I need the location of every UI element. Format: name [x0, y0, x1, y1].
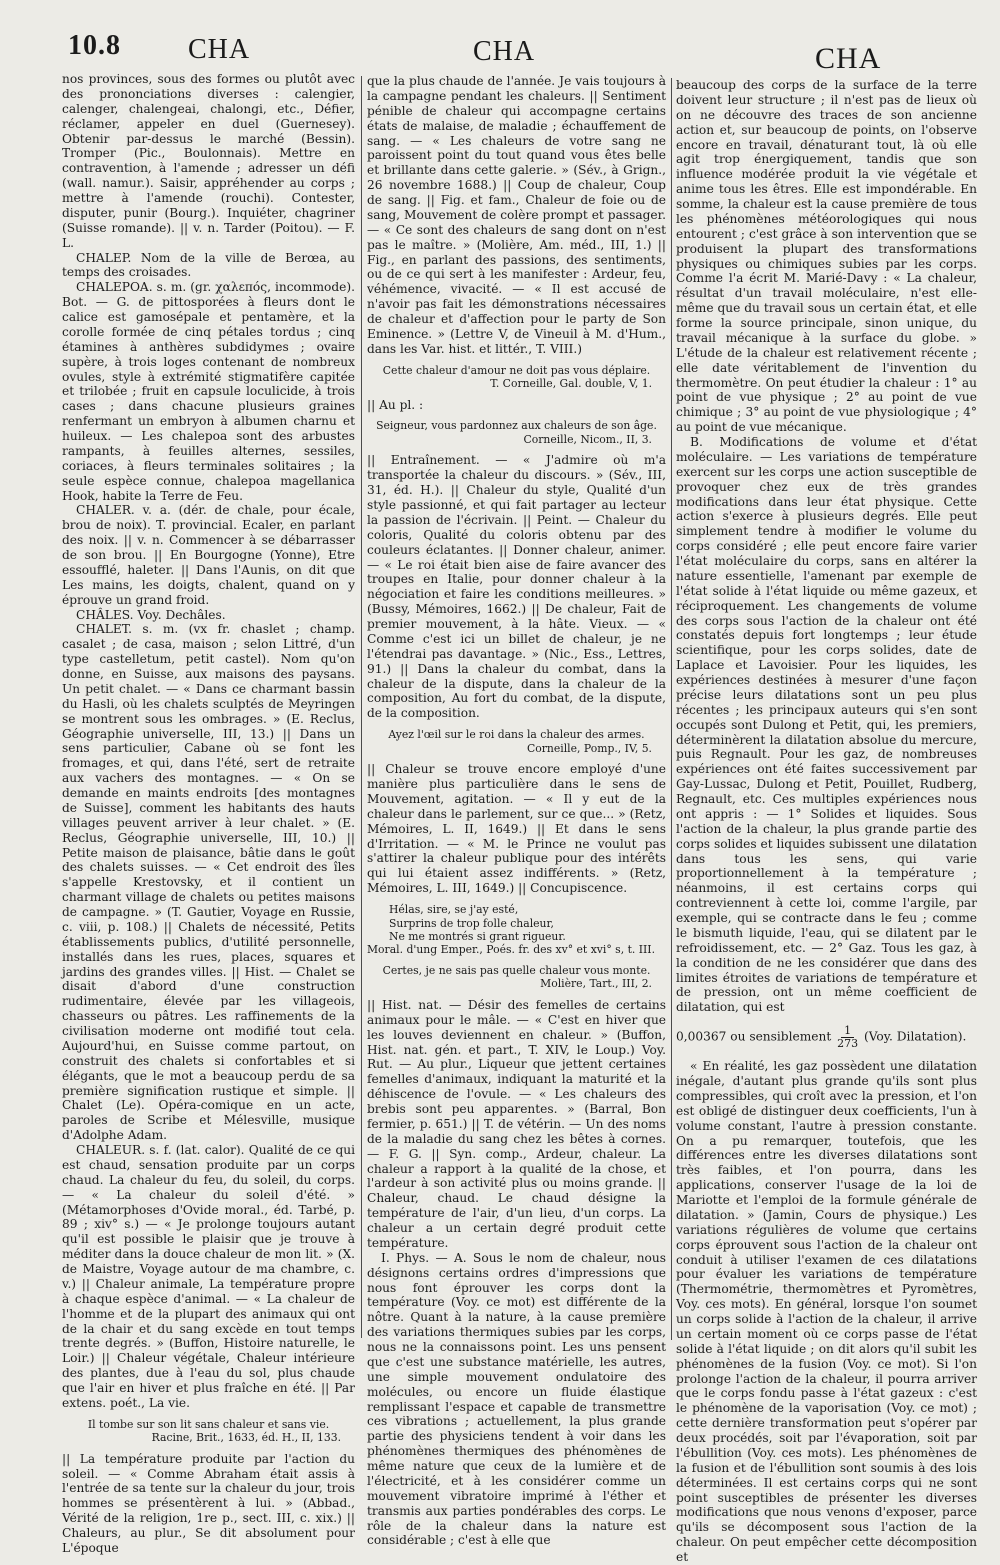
formula-text: (Voy. Dilatation). [863, 1029, 967, 1044]
quote-source: Moral. d'ung Emper., Poés. fr. des xv° et xvi° s, t. III. [367, 943, 656, 957]
fraction-numerator: 1 [841, 1025, 854, 1038]
quote-source: Molière, Tart., III, 2. [540, 977, 652, 991]
formula-text: 0,00367 ou sensiblement [676, 1029, 832, 1044]
fraction-denominator: 273 [837, 1036, 859, 1050]
paragraph: || Au pl. : [367, 397, 424, 412]
paragraph: B. Modifications de volume et d'état moléculaire. — Les variations de température exercent sur les corps une action susceptible de provoquer chez eux de très grandes modifications dans leur état physique. Cette action s'exerce à plusieurs degrés. Elle peut simplement tendre à modifier le volume du corps considéré ; elle peut encore faire varier l'état moléculaire du corps, sans en altérer la nature essentielle, l'amenant par exemple de l'état solide à l'état liquide ou même gazeux, et réciproquement. Les changements de volume des corps sous l'action de la chaleur ont été constatés depuis fort longtemps ; leur étude scientifique, pour les corps solides, date de Laplace et Lavoisier. Pour les liquides, les expériences destinées à mesurer d'une façon précise leurs dilatations sont un peu plus récentes ; les principaux auteurs qui s'en sont occupés sont Dulong et Petit, qui, les premiers, déterminèrent la dilatation absolue du mercure, puis Regnault. Pour les gaz, de nombreuses expériences ont été faites successivement par Gay-Lussac, Dulong et Petit, Pouillet, Rudberg, Regnault, etc. Ces multiples expériences nous ont appris : — 1° Solides et liquides. Sous l'action de la chaleur, la plus grande partie des corps solides et liquides subissent une dilatation dans tous les sens, qui varie proportionnellement à la température ; néanmoins, il est certains corps qui contreviennent à cette loi, comme l'argile, par exemple, qui se contracte dans le feu ; comme le bismuth liquide, l'eau, qui se dilatent par le refroidissement, etc. — 2° Gaz. Tous les gaz, à la condition de ne les considérer que dans des limites étroites de variations de température et de pression, ont un même coefficient de dilatation, qui est [676, 435, 977, 1015]
verse-line: Il tombe sur son lit sans chaleur et sans vie. [87, 1417, 330, 1431]
verse-line: Certes, je ne sais pas quelle chaleur vous monte. [382, 963, 651, 977]
column-divider [361, 76, 362, 1338]
running-head-left: CHA [188, 34, 251, 65]
quote-source: Racine, Brit., 1633, éd. H., II, 133. [151, 1431, 341, 1445]
paragraph: I. Phys. — A. Sous le nom de chaleur, nous désignons certains ordres d'impressions que nous font éprouver les corps dont la température (Voy. ce mot) est différente de la nôtre. Quant à la nature, à la cause première des variations thermiques subies par les corps, nous ne la connaissons point. Les uns pensent que c'est une substance matérielle, les autres, une simple mouvement ondulatoire des molécules, ou encore un fluide élastique remplissant l'espace et capable de transmettre ces vibrations ; actuellement, la plus grande partie des physiciens tendent à voir dans les phénomènes thermiques des phénomènes de même nature que ceux de la lumière et de l'électricité, et à les considérer comme un mouvement vibratoire imprimé à l'éther et transmis aux parties pondérables des corps. Le rôle de la chaleur dans la nature est considérable ; c'est à elle que [367, 1250, 666, 1548]
verse-quote [62, 1418, 355, 1445]
paragraph: || Entraînement. — « J'admire où m'a transportée la chaleur du discours. » (Sév., III, 31, éd. H.). || Chaleur du style, Qualité d'un style passionné, et qui fait partager au lecteur la passion de l'écrivain. || Peint. — Chaleur du coloris, Qualité du coloris obtenu par des couleurs éclatantes. || Donner chaleur, animer. — « Le roi était bien aise de faire avancer des troupes en Italie, pour donner chaleur à la négociation et faire les conditions meilleures. » (Bussy, Mémoires, 1662.) || De chaleur, Fait de premier mouvement, à la hâte. Vieux. — « Comme c'est ici un billet de chaleur, je ne l'étendrai pas davantage. » (Nic., Ess., Lettres, 91.) || Dans la chaleur du combat, dans la chaleur de la dispute, dans la chaleur de la composition, Au fort du combat, de la dispute, de la composition. [367, 453, 666, 721]
verse-quote [367, 728, 666, 755]
entry-chaleur: CHALEUR. s. f. (lat. calor). Qualité de ce qui est chaud, sensation produite par un corps chaud. La chaleur du feu, du soleil, du corps. — « La chaleur du soleil d'été. » (Métamorphoses d'Ovide moral., éd. Tarbé, p. 89 ; xiv° s.) — « Je prolonge toujours autant qu'il est possible le plaisir que je trouve à méditer dans la douce chaleur de mon lit. » (X. de Maistre, Voyage autour de ma chambre, c. v.) || Chaleur animale, La température propre à chaque espèce d'animal. — « La chaleur de l'homme et de la plupart des animaux qui ont de la chair et du sang excède en tout temps trente degrés. » (Buffon, Histoire naturelle, le Loir.) || Chaleur végétale, Chaleur intérieure des plantes, due à l'eau du sol, plus chaude que l'air en hiver et plus fraîche en été. || Par extens. poét., La vie. [62, 1143, 355, 1410]
paragraph: que la plus chaude de l'année. Je vais toujours à la campagne pendant les chaleurs. || Sentiment pénible de chaleur qui accompagne certains états de malaise, de maladie ; échauffement de sang. — « Les chaleurs de votre sang ne paroissent point du tout quand vous êtes belle et brillante dans cette galerie. » (Sév., à Grign., 26 novembre 1688.) || Coup de chaleur, Coup de sang. || Fig. et fam., Chaleur de foie ou de sang, Mouvement de colère prompt et passager. — « Ce sont des chaleurs de sang dont on n'est pas le maître. » (Molière, Am. méd., III, 1.) || Fig., en parlant des passions, des sentiments, ou de ce qui sert à les manifester : Ardeur, feu, véhémence, vivacité. — « Il est accusé de n'avoir pas fait les démonstrations nécessaires de chaleur et d'affection pour le party de Son Eminence. » (Lettre V, de Vineuil à M. d'Hum., dans les Var. hist. et littér., T. VIII.) [367, 74, 666, 356]
entry-chaler: CHALER. v. a. (dér. de chale, pour écale, brou de noix). T. provincial. Ecaler, en parlant des noix. || v. n. Commencer à se débarrasser de son brou. || En Bourgogne (Yonne), Etre essoufflé, haleter. || Dans l'Aunis, on dit que Les mains, les doigts, chalent, quand on y éprouve un grand froid. [62, 503, 355, 607]
dilatation-formula [676, 1025, 977, 1049]
verse-line: Seigneur, vous pardonnez aux chaleurs de son âge. [376, 419, 657, 433]
verse-line: Cette chaleur d'amour ne doit pas vous déplaire. [382, 363, 651, 377]
verse-quote [367, 364, 666, 391]
verse-line: Hélas, sire, se j'ay esté, [389, 903, 519, 917]
paragraph: nos provinces, sous des formes ou plutôt avec des prononciations diverses : calengier, calenger, chalengeai, chalongi, etc., Défier, réclamer, appeler en duel (Guernesey). Obtenir par-dessus le marché (Bessin). Tromper (Pic., Boulonnais). Mettre en contravention, à l'amende ; adresser un défi (wall. namur.). Saisir, appréhender au corps ; mettre à l'amende (rouchi). Contester, disputer, punir (Bourg.). Inquiéter, chagriner (Suisse romande). || v. n. Tarder (Poitou). — F. L. [62, 72, 355, 250]
verse-line: Surprins de trop folle chaleur, [389, 916, 554, 930]
paragraph: « En réalité, les gaz possèdent une dilatation inégale, d'autant plus grande qu'ils sont plus compressibles, qui croît avec la pression, et l'on est obligé de distinguer deux coefficients, l'un à volume constant, l'autre à pression constante. On a pu remarquer, toutefois, que les différences entre les diverses dilatations sont très faibles, et l'on pourra, dans les applications, conserver l'usage de la loi de Mariotte et l'emploi de la formule générale de dilatation. » (Jamin, Cours de physique.) Les variations régulières de volume que certains corps éprouvent sous l'action de la chaleur ont conduit à utiliser l'examen de ces dilatations pour évaluer les variations de température (Thermométrie, thermomètres et Pyromètres, Voy. ces mots). En général, lorsque l'on soumet un corps solide à l'action de la chaleur, il arrive un certain moment où ce corps passe de l'état solide à l'état liquide ; on dit alors qu'il subit les phénomènes de la fusion (Voy. ce mot). Si l'on prolonge l'action de la chaleur, il pourra arriver que le corps fondu passe à l'état gazeux : c'est le phénomène de la vaporisation (Voy. ce mot) ; cette dernière transformation peut s'opérer par deux procédés, soit par l'évaporation, soit par l'ébullition (Voy. ces mots). Les phénomènes de la fusion et de l'ébullition sont soumis à des lois déterminées. Il est certains corps qui ne sont point susceptibles de présenter les diverses modifications que nous venons d'exposer, parce qu'ils se décomposent sous l'action de la chaleur. On peut empêcher cette décomposition et [676, 1059, 977, 1565]
fraction [837, 1025, 858, 1049]
quote-source: T. Corneille, Gal. double, V, 1. [490, 377, 652, 391]
entry-chales: CHÂLES. Voy. Dechâles. [76, 607, 226, 622]
running-head-right: CHA [815, 42, 882, 75]
paragraph: || La température produite par l'action du soleil. — « Comme Abraham était assis à l'entrée de sa tente sur la chaleur du jour, trois hommes se présentèrent à lui. » (Abbad., Vérité de la religion, 1re p., sect. III, c. xix.) || Chaleurs, au plur., Se dit absolument pour L'époque [62, 1451, 355, 1555]
page-number: 10.8 [68, 30, 121, 61]
quote-source: Corneille, Pomp., IV, 5. [527, 741, 652, 755]
entry-chalet: CHALET. s. m. (vx fr. chaslet ; champ. casalet ; de casa, maison ; selon Littré, d'un type castelletum, petit castel). Nom qu'on donne, en Suisse, aux maisons des paysans. Un petit chalet. — « Dans ce charmant bassin du Hasli, où les chalets sculptés de Meyringen se montrent sous les ombrages. » (E. Reclus, Géographie universelle, III, 13.) || Dans un sens particulier, Cabane où se font les fromages, et qui, dans l'été, sert de retraite aux vachers des montagnes. — « On se demande en maints endroits [des montagnes de Suisse], comment les habitants des hauts villages peuvent arriver à leur chalet. » (E. Reclus, Géographie universelle, III, 10.) || Petite maison de plaisance, bâtie dans le goût des chalets suisses. — « Cet endroit des îles s'appelle Krestovsky, et il contient un charmant village de chalets ou petites maisons de campagne. » (T. Gautier, Voyage en Russie, c. viii, p. 108.) || Chalets de nécessité, Petits établissements publics, d'utilité personnelle, installés dans les rues, places, squares et jardins des grandes villes. || Hist. — Chalet se disait d'abord d'une construction rudimentaire, élevée par les villageois, chasseurs ou pâtres. Les raffinements de la civilisation moderne ont modifié tout cela. Aujourd'hui, en Suisse comme partout, on construit des chalets si confortables et si élégants, que le mot a beaucoup perdu de sa première signification rustique et simple. || Chalet (Le). Opéra-comique en un acte, paroles de Scribe et Mélesville, musique d'Adolphe Adam. [62, 622, 355, 1143]
paragraph: || Hist. nat. — Désir des femelles de certains animaux pour le mâle. — « C'est en hiver que les louves deviennent en chaleur. » (Buffon, Hist. nat. gén. et part., T. XIV, le Loup.) Voy. Rut. — Au plur., Liqueur que jettent certaines femelles d'animaux, indiquant la maturité et la déhiscence de l'ovule. — « Les chaleurs des brebis sont peu apparentes. » (Barral, Bon fermier, p. 651.) || T. de vétérin. — Un des noms de la maladie du sang chez les bêtes à cornes. — F. G. || Syn. comp., Ardeur, chaleur. La chaleur a rapport à la qualité de la chose, et l'ardeur à son activité plus ou moins grande. || Chaleur, chaud. Le chaud désigne la température de l'air, d'un lieu, d'un corps. La chaleur a un certain degré produit cette température. [367, 997, 666, 1250]
paragraph: beaucoup des corps de la surface de la terre doivent leur structure ; il n'est pas de lieux où on ne découvre des traces de son ancienne action et, sur beaucoup de points, on l'observe encore en travail, dénaturant tout, là où elle agit trop énergiquement, tandis que son influence modérée produit la vie végétale et anime tous les êtres. Elle est impondérable. En somme, la chaleur est la cause première de tous les phénomènes météorologiques qui nous entourent ; c'est grâce à son intervention que se produisent la plupart des transformations physiques ou chimiques subies par les corps. Comme l'a écrit M. Marié-Davy : « La chaleur, résultat d'un travail moléculaire, n'est elle-même que du travail sous un certain état, et elle forme la source principale, sinon unique, du travail mécanique à la surface du globe. » L'étude de la chaleur est relativement récente ; elle date véritablement de l'invention du thermomètre. On peut étudier la chaleur : 1° au point de vue physique ; 2° au point de vue chimique ; 3° au point de vue physiologique ; 4° au point de vue mécanique. [676, 78, 977, 435]
entry-chalep: CHALEP. Nom de la ville de Berœa, au temps des croisades. [62, 250, 355, 280]
text-column-2 [367, 74, 666, 1548]
verse-quote [367, 964, 666, 991]
verse-line: Ne me montrés si grant rigueur. [389, 930, 566, 943]
running-head-center: CHA [473, 36, 536, 67]
verse-line: Ayez l'œil sur le roi dans la chaleur des armes. [388, 728, 645, 742]
text-column-1 [62, 72, 355, 1555]
entry-chalepoa: CHALEPOA. s. m. (gr. χαλεπός, incommode). Bot. — G. de pittosporées à fleurs dont le calice est gamosépale et pentamère, et la corolle formée de cinq pétales tordus ; cinq étamines à anthères subdidymes ; ovaire supère, à trois loges contenant de nombreux ovules, style à extrémité stigmatifère capitée et trilobée ; fruit en capsule loculicide, à trois cases ; dans chacune plusieurs graines renfermant un embryon à albumen charnu et huileux. — Les chalepoa sont des arbustes rampants, à feuilles alternes, sessiles, coriaces, à fleurs terminales solitaires ; la seule espèce connue, chalepoa magellanica Hook, habite la Terre de Feu. [62, 280, 355, 503]
quote-source: Corneille, Nicom., II, 3. [523, 432, 652, 446]
paragraph: || Chaleur se trouve encore employé d'une manière plus particulière dans le sens de Mouvement, agitation. — « Il y eut de la chaleur dans le parlement, sur ce que... » (Retz, Mémoires, L. II, 1649.) || Et dans le sens d'Irritation. — « M. le Prince ne voulut pas s'attirer la chaleur publique pour des intérêts qui lui étaient assez indifférents. » (Retz, Mémoires, L. III, 1649.) || Concupiscence. [367, 762, 666, 896]
verse-quote [367, 419, 666, 446]
verse-quote [367, 903, 666, 957]
text-column-3 [676, 78, 977, 1565]
column-divider [671, 78, 672, 1340]
